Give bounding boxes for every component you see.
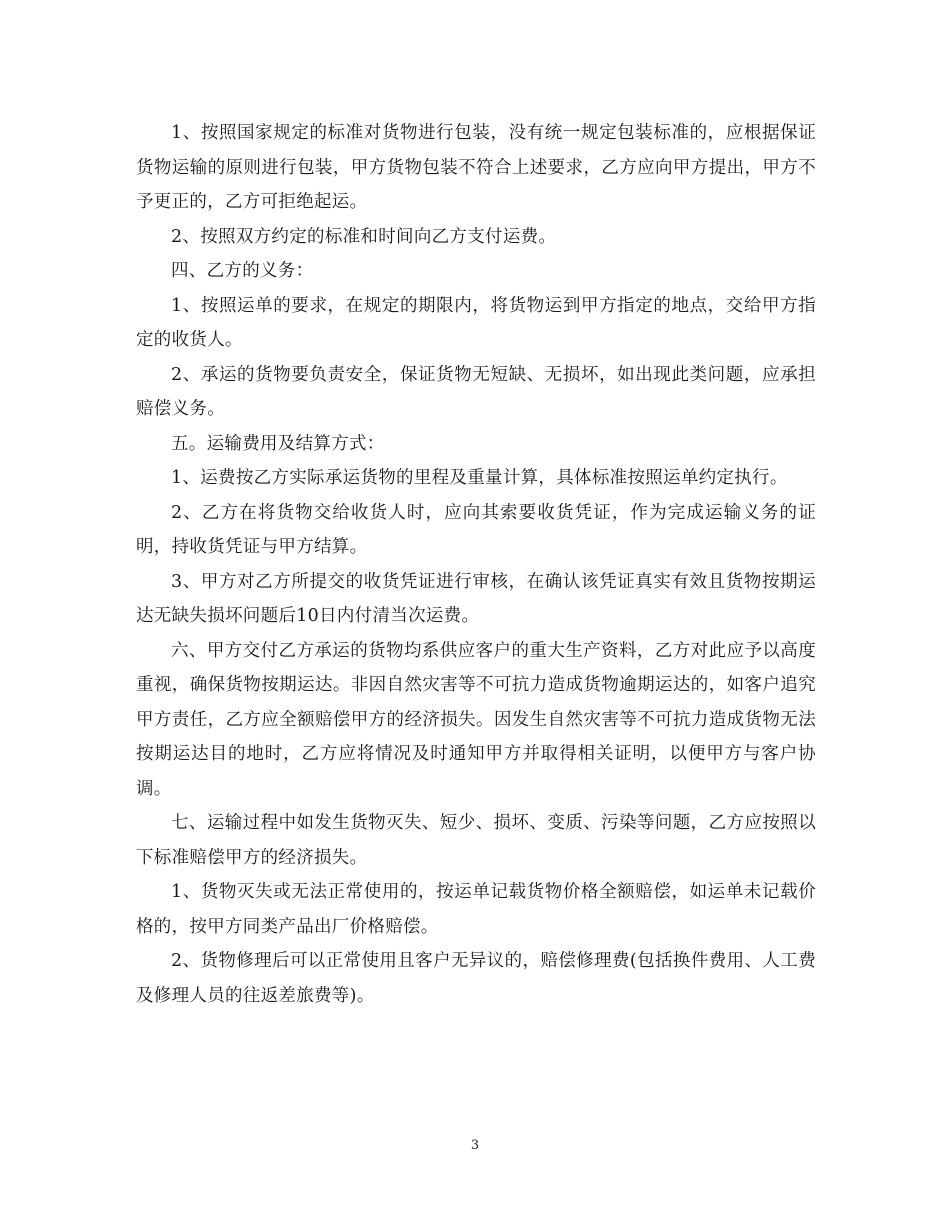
paragraph: 3、甲方对乙方所提交的收货凭证进行审核，在确认该凭证真实有效且货物按期运达无缺失损坏问题后10日内付清当次运费。 — [136, 571, 816, 626]
paragraph: 1、运费按乙方实际承运货物的里程及重量计算，具体标准按照运单约定执行。 — [171, 468, 788, 488]
paragraph: 七、运输过程中如发生货物灭失、短少、损坏、变质、污染等问题，乙方应按照以下标准赔偿甲方的经济损失。 — [136, 813, 816, 868]
paragraph: 2、按照双方约定的标准和时间向乙方支付运费。 — [171, 226, 557, 247]
section-heading: 四、乙方的义务： — [171, 261, 314, 281]
paragraph: 2、承运的货物要负责安全，保证货物无短缺、无损坏，如出现此类问题，应承担赔偿义务。 — [136, 364, 816, 419]
paragraph: 1、按照国家规定的标准对货物进行包装，没有统一规定包装标准的，应根据保证货物运输的原则进行包装，甲方货物包装不符合上述要求，乙方应向甲方提出，甲方不予更正的，乙方可拒绝起运。 — [136, 123, 816, 212]
section-heading: 五。运输费用及结算方式： — [171, 433, 385, 454]
paragraph: 2、货物修理后可以正常使用且客户无异议的，赔偿修理费(包括换件费用、人工费及修理人员的往返差旅费等)。 — [136, 951, 816, 1006]
paragraph: 1、货物灭失或无法正常使用的，按运单记载货物价格全额赔偿，如运单未记载价格的，按甲方同类产品出厂价格赔偿。 — [136, 882, 816, 937]
document-body — [136, 116, 816, 1013]
paragraph: 2、乙方在将货物交给收货人时，应向其索要收货凭证，作为完成运输义务的证明，持收货凭证与甲方结算。 — [136, 502, 816, 557]
page-number: 3 — [470, 1138, 480, 1153]
paragraph: 六、甲方交付乙方承运的货物均系供应客户的重大生产资料，乙方对此应予以高度重视，确保货物按期运达。非因自然灾害等不可抗力造成货物逾期运达的，如客户追究甲方责任，乙方应全额赔偿甲方的经济损失。因发生自然灾害等不可抗力造成货物无法按期运达目的地时，乙方应将情况及时通知甲方并取得相关证明，以便甲方与客户协调。 — [136, 640, 816, 799]
paragraph: 1、按照运单的要求，在规定的期限内，将货物运到甲方指定的地点，交给甲方指定的收货人。 — [136, 295, 816, 350]
